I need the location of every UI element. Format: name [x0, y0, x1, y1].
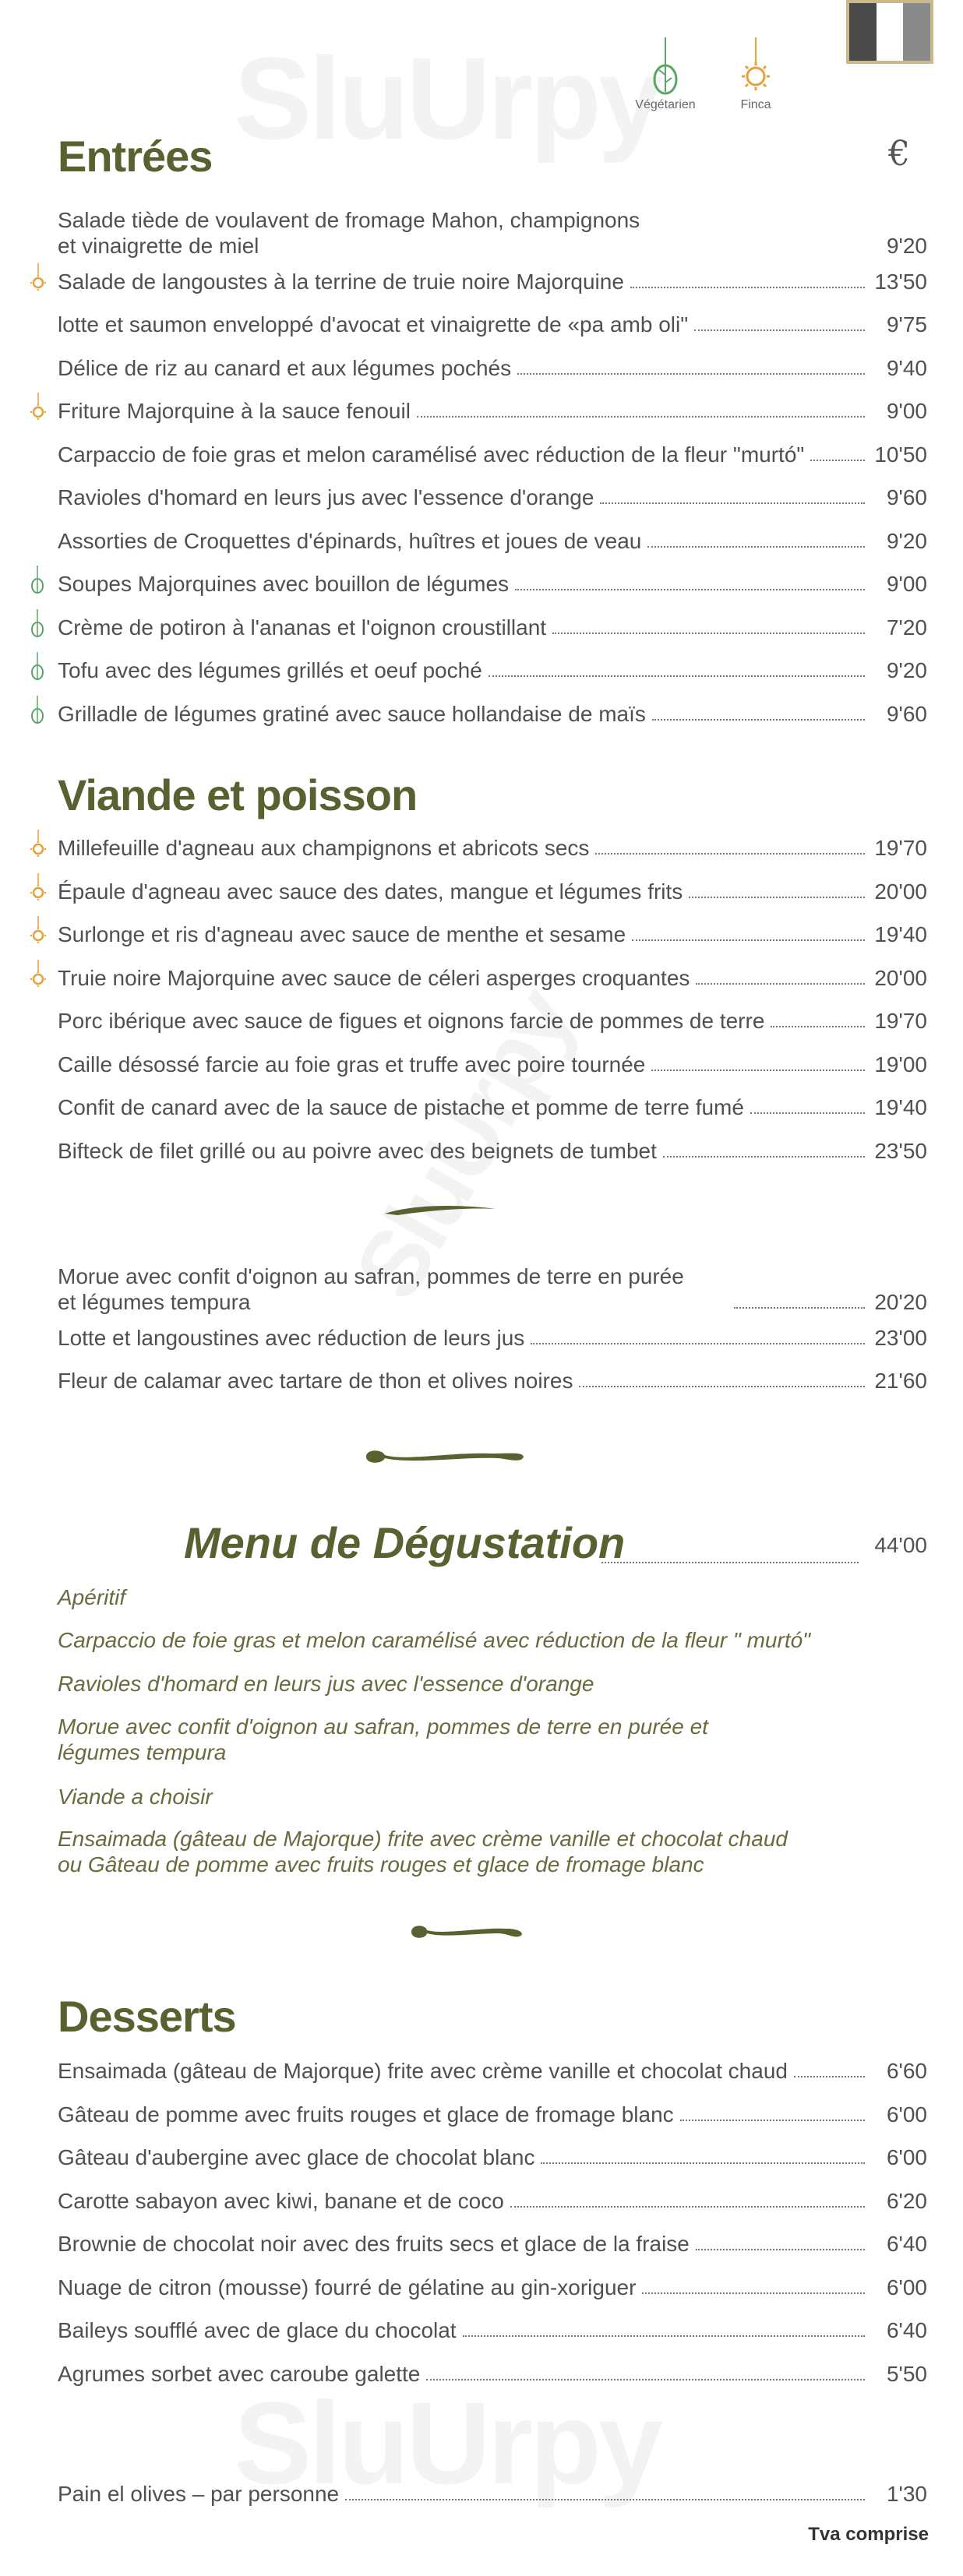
menu-item: Gâteau d'aubergine avec glace de chocolat blanc 6'00: [58, 2145, 927, 2169]
price: 19'70: [874, 1009, 927, 1033]
sun-icon: [30, 262, 47, 297]
menu-item: Surlonge et ris d'agneau avec sauce de menthe et sesame 19'40: [58, 922, 927, 946]
sun-icon: [30, 914, 47, 950]
menu-item: Ensaimada (gâteau de Majorque) frite avec crème vanille et chocolat chaud 6'60: [58, 2059, 927, 2083]
menu-item: Caille désossé farcie au foie gras et truffe avec poire tournée 19'00: [58, 1052, 927, 1077]
divider-swash: [382, 1200, 499, 1223]
menu-item: Grilladle de légumes gratiné avec sauce hollandaise de maïs 9'60: [58, 702, 927, 726]
price: 9'00: [886, 572, 927, 596]
sun-icon: [30, 958, 47, 993]
menu-item: Brownie de chocolat noir avec des fruits secs et glace de la fraise 6'40: [58, 2232, 927, 2256]
watermark: [234, 31, 660, 166]
degustation-item: Ensaimada (gâteau de Majorque) frite avec crème vanille et chocolat chaud ou Gâteau de pomme avec fruits rouges et glace de fromage blanc: [58, 1827, 788, 1876]
leaf-icon: [30, 694, 45, 729]
menu-item: Tofu avec des légumes grillés et oeuf poché 9'20: [58, 658, 927, 682]
menu-item: Confit de canard avec de la sauce de pistache et pomme de terre fumé 19'40: [58, 1095, 927, 1119]
legend-finca: Finca: [725, 36, 787, 112]
price: 9'60: [886, 485, 927, 509]
price: 6'00: [886, 2275, 927, 2299]
price: 6'60: [886, 2059, 927, 2083]
divider-swash: [405, 1921, 530, 1943]
leaf-icon: [30, 564, 45, 599]
price: 9'20: [886, 658, 927, 682]
price: 6'40: [886, 2318, 927, 2342]
menu-item: Épaule d'agneau avec sauce des dates, mangue et légumes frits 20'00: [58, 879, 927, 904]
price: 10'50: [874, 442, 927, 467]
menu-item: Salade de langoustes à la terrine de truie noire Majorquine 13'50: [58, 270, 927, 294]
price: 21'60: [874, 1369, 927, 1393]
degustation-item: Apéritif: [58, 1585, 126, 1609]
menu-item: Assorties de Croquettes d'épinards, huîtres et joues de veau 9'20: [58, 529, 927, 553]
price: 9'40: [886, 356, 927, 380]
sun-icon: [30, 391, 47, 426]
menu-item: Délice de riz au canard et aux légumes pochés 9'40: [58, 356, 927, 380]
sun-icon: [30, 872, 47, 907]
menu-item: Soupes Majorquines avec bouillon de légumes 9'00: [58, 572, 927, 596]
price: 23'50: [874, 1139, 927, 1163]
sun-icon: [30, 828, 47, 863]
menu-item: Millefeuille d'agneau aux champignons et abricots secs 19'70: [58, 836, 927, 860]
price: 6'40: [886, 2232, 927, 2256]
price: 9'60: [886, 702, 927, 726]
currency-symbol: €: [888, 134, 910, 174]
price: 44'00: [874, 1533, 927, 1557]
degustation-item: Morue avec confit d'oignon au safran, pommes de terre en purée et légumes tempura: [58, 1714, 708, 1764]
degustation-item: Viande a choisir: [58, 1785, 213, 1809]
leader-dots: [601, 1562, 859, 1563]
price: 6'20: [886, 2189, 927, 2213]
degustation-item: Carpaccio de foie gras et melon caramélisé avec réduction de la fleur " murtó": [58, 1628, 811, 1652]
price: 9'20: [886, 234, 927, 258]
leaf-icon: [651, 36, 679, 95]
menu-item: lotte et saumon enveloppé d'avocat et vinaigrette de «pa amb oli" 9'75: [58, 312, 927, 337]
section-title-viande: Viande et poisson: [58, 770, 418, 819]
leaf-icon: [30, 650, 45, 685]
section-title-desserts: Desserts: [58, 1992, 236, 2041]
menu-item: Salade tiède de voulavent de fromage Mahon, champignons et vinaigrette de miel 9'20: [58, 208, 927, 258]
menu-item: Fleur de calamar avec tartare de thon et olives noires 21'60: [58, 1369, 927, 1393]
price: 6'00: [886, 2102, 927, 2127]
price: 20'00: [874, 879, 927, 904]
legend-vegetarian: Végétarien: [626, 36, 704, 112]
menu-item: Carpaccio de foie gras et melon caramélisé avec réduction de la fleur "murtó" 10'50: [58, 442, 927, 467]
price: 9'75: [886, 312, 927, 337]
price: 7'20: [886, 615, 927, 640]
menu-item: Agrumes sorbet avec caroube galette 5'50: [58, 2362, 927, 2386]
menu-item: Friture Majorquine à la sauce fenouil 9'00: [58, 399, 927, 423]
price: 9'00: [886, 399, 927, 423]
menu-item: Nuage de citron (mousse) fourré de gélatine au gin-xoriguer 6'00: [58, 2275, 927, 2299]
degustation-item: Ravioles d'homard en leurs jus avec l'essence d'orange: [58, 1672, 594, 1696]
sun-icon: [739, 36, 773, 95]
menu-item: Ravioles d'homard en leurs jus avec l'essence d'orange 9'60: [58, 485, 927, 509]
price: 19'40: [874, 1095, 927, 1119]
price: 9'20: [886, 529, 927, 553]
price: 19'40: [874, 922, 927, 946]
tax-note: Tva comprise: [808, 2524, 929, 2545]
menu-item: Gâteau de pomme avec fruits rouges et glace de fromage blanc 6'00: [58, 2102, 927, 2127]
divider-swash: [358, 1446, 530, 1468]
menu-item: Carotte sabayon avec kiwi, banane et de coco 6'20: [58, 2189, 927, 2213]
menu-item: Porc ibérique avec sauce de figues et oignons farcie de pommes de terre 19'70: [58, 1009, 927, 1033]
leaf-icon: [30, 608, 45, 643]
menu-item: Bifteck de filet grillé ou au poivre avec des beignets de tumbet 23'50: [58, 1139, 927, 1163]
price: 20'20: [874, 1290, 927, 1314]
price: 13'50: [874, 270, 927, 294]
price: 5'50: [886, 2362, 927, 2386]
price: 20'00: [874, 966, 927, 990]
menu-item: Crème de potiron à l'ananas et l'oignon croustillant 7'20: [58, 615, 927, 640]
degustation-title: Menu de Dégustation: [184, 1518, 626, 1567]
section-title-entrees: Entrées: [58, 132, 213, 181]
menu-item: Morue avec confit d'oignon au safran, pommes de terre en purée et légumes tempura 20'20: [58, 1264, 927, 1314]
menu-item: Baileys soufflé avec de glace du chocolat 6'40: [58, 2318, 927, 2342]
price: 6'00: [886, 2145, 927, 2169]
price: 19'70: [874, 836, 927, 860]
flag-logo: [846, 0, 933, 64]
bread-item: Pain el olives – par personne 1'30: [58, 2482, 927, 2506]
price: 23'00: [874, 1326, 927, 1350]
menu-item: Truie noire Majorquine avec sauce de céleri asperges croquantes 20'00: [58, 966, 927, 990]
price: 19'00: [874, 1052, 927, 1077]
menu-item: Lotte et langoustines avec réduction de leurs jus 23'00: [58, 1326, 927, 1350]
price: 1'30: [886, 2482, 927, 2506]
